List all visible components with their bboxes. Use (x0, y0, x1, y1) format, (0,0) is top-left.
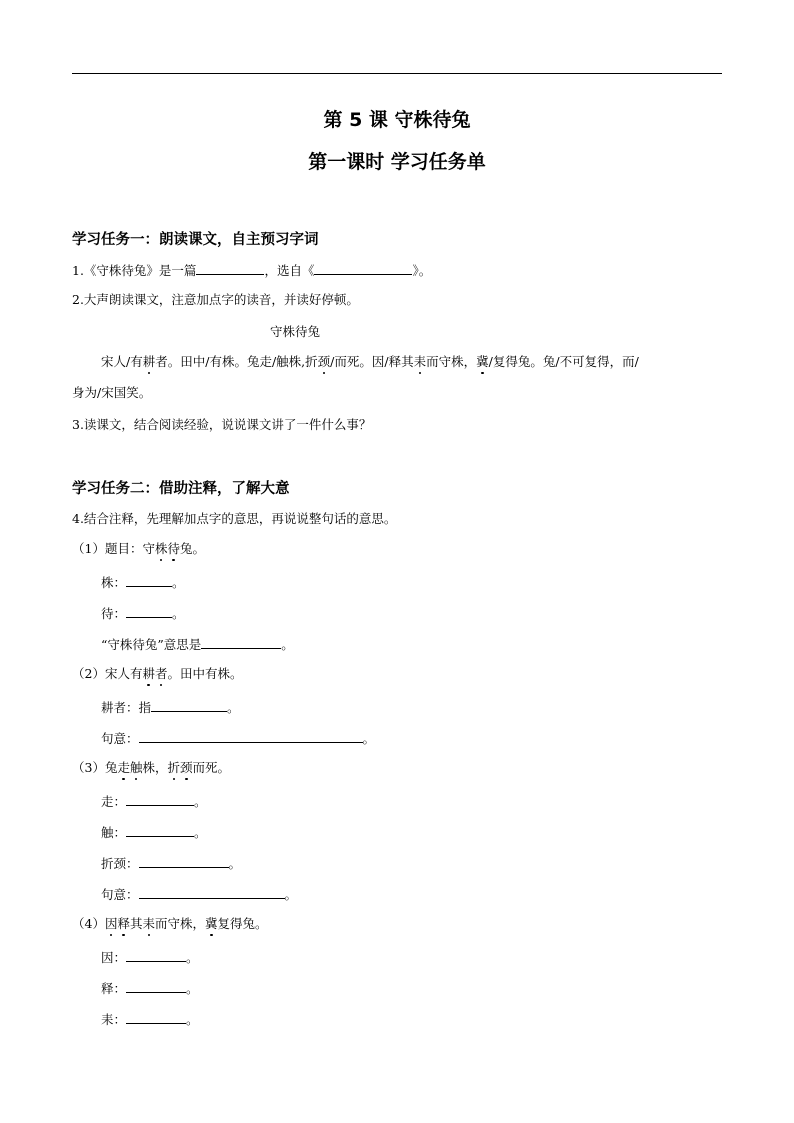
item-meaning-1 (101, 635, 294, 653)
item-label: 句意： (101, 887, 139, 902)
period: 。 (362, 731, 376, 746)
question-3: 3.读课文，结合阅读经验，说说课文讲了一件什么事？ (72, 417, 372, 432)
answer-blank[interactable] (151, 698, 227, 712)
poem-line-1 (101, 354, 639, 370)
sentence-text: 株， (142, 760, 168, 775)
item-zhejing (101, 854, 241, 872)
dotted-char: 待 (167, 541, 180, 556)
item-label: 释： (101, 981, 127, 996)
sentence-text: 兔。 (180, 541, 206, 556)
dotted-char: 走 (117, 760, 130, 775)
item-zhu (101, 573, 185, 591)
dotted-char: 冀 (476, 354, 489, 369)
sentence-text: （3）兔 (72, 760, 118, 775)
dotted-char: 者 (154, 666, 168, 681)
answer-blank[interactable] (126, 823, 194, 837)
answer-blank[interactable] (126, 604, 172, 618)
item-juyi-3 (101, 885, 297, 903)
period: 。 (186, 981, 199, 996)
dotted-char: 株 (154, 541, 168, 556)
period: 。 (172, 575, 185, 590)
answer-blank[interactable] (196, 261, 264, 275)
sentence-text: （1）题目：守 (72, 541, 155, 556)
poem-text: 宋人/有 (101, 354, 143, 369)
period: 。 (227, 700, 240, 715)
item-label: 句意： (101, 731, 139, 746)
period: 。 (186, 1012, 199, 1027)
item-label: 耒： (101, 1012, 127, 1027)
header-rule (72, 73, 722, 74)
item-chu (101, 823, 207, 841)
sentence-text: 而死。 (192, 760, 231, 775)
item-label: “守株待兔”意思是 (101, 637, 202, 652)
task1-heading: 学习任务一：朗读课文，自主预习字词 (72, 232, 319, 248)
item-zou (101, 792, 207, 810)
answer-blank[interactable] (139, 854, 229, 868)
dotted-char: 触 (129, 760, 143, 775)
item-label: 待： (101, 606, 127, 621)
item-yin (101, 948, 199, 966)
poem-text: /复得兔。兔/不可复得，而/ (488, 354, 639, 369)
answer-blank[interactable] (139, 729, 363, 743)
sentence-4 (72, 916, 268, 932)
dotted-char: 耒 (142, 916, 156, 931)
task2-heading: 学习任务二：借助注释，了解大意 (72, 481, 290, 497)
item-label: 折颈： (101, 856, 139, 871)
dotted-char: 释 (117, 916, 130, 931)
sentence-3 (72, 760, 230, 776)
item-label: 走： (101, 794, 127, 809)
question-4: 4.结合注释，先理解加点字的意思，再说说整句话的意思。 (72, 511, 397, 526)
item-juyi-2 (101, 729, 375, 747)
dotted-char: 耕 (142, 354, 156, 369)
poem-title: 守株待兔 (270, 324, 321, 339)
dotted-char: 耕 (142, 666, 155, 681)
period: 。 (228, 856, 242, 871)
dotted-char: 颈 (317, 354, 331, 369)
sentence-text: （4） (72, 916, 105, 931)
lesson-title: 第 5 课 守株待兔 (323, 109, 471, 131)
item-label: 触： (101, 825, 127, 840)
item-lei (101, 1010, 199, 1028)
period: 。 (194, 825, 207, 840)
answer-blank[interactable] (126, 948, 186, 962)
dotted-char: 折 (167, 760, 181, 775)
item-label: 耕者：指 (101, 700, 152, 715)
sentence-text: 。田中有株。 (167, 666, 243, 681)
period: 。 (172, 606, 185, 621)
answer-blank[interactable] (314, 261, 412, 275)
q1-text-a: 1.《守株待兔》是一篇 (72, 263, 197, 278)
answer-blank[interactable] (126, 573, 172, 587)
poem-text: 者。田中/有株。兔走/触株,折 (155, 354, 318, 369)
question-2: 2.大声朗读课文，注意加点字的读音，并读好停顿。 (72, 292, 359, 307)
sentence-text: 而守株， (155, 916, 206, 931)
dotted-char: 耒 (413, 354, 427, 369)
answer-blank[interactable] (201, 635, 281, 649)
sentence-text: 其 (129, 916, 143, 931)
answer-blank[interactable] (126, 792, 194, 806)
item-shi (101, 979, 199, 997)
poem-text: /而死。因/释其 (330, 354, 414, 369)
poem-line-2: 身为/宋国笑。 (72, 385, 152, 400)
item-gengzhe (101, 698, 240, 716)
question-1 (72, 261, 431, 279)
period: 。 (281, 637, 294, 652)
answer-blank[interactable] (139, 885, 285, 899)
answer-blank[interactable] (126, 1010, 186, 1024)
answer-blank[interactable] (126, 979, 186, 993)
lesson-subtitle: 第一课时 学习任务单 (308, 151, 486, 173)
period: 。 (284, 887, 298, 902)
dotted-char: 因 (104, 916, 118, 931)
sentence-2 (72, 666, 243, 682)
sentence-text: 复得兔。 (217, 916, 268, 931)
q1-text-b: ，选自《 (264, 263, 315, 278)
dotted-char: 颈 (180, 760, 193, 775)
q1-text-c: 》。 (412, 263, 432, 278)
dotted-char: 冀 (205, 916, 218, 931)
period: 。 (194, 794, 207, 809)
sentence-text: （2）宋人有 (72, 666, 143, 681)
period: 。 (186, 950, 199, 965)
poem-text: 而守株， (426, 354, 477, 369)
item-label: 株： (101, 575, 127, 590)
sentence-1 (72, 541, 205, 557)
item-label: 因： (101, 950, 127, 965)
item-dai (101, 604, 185, 622)
